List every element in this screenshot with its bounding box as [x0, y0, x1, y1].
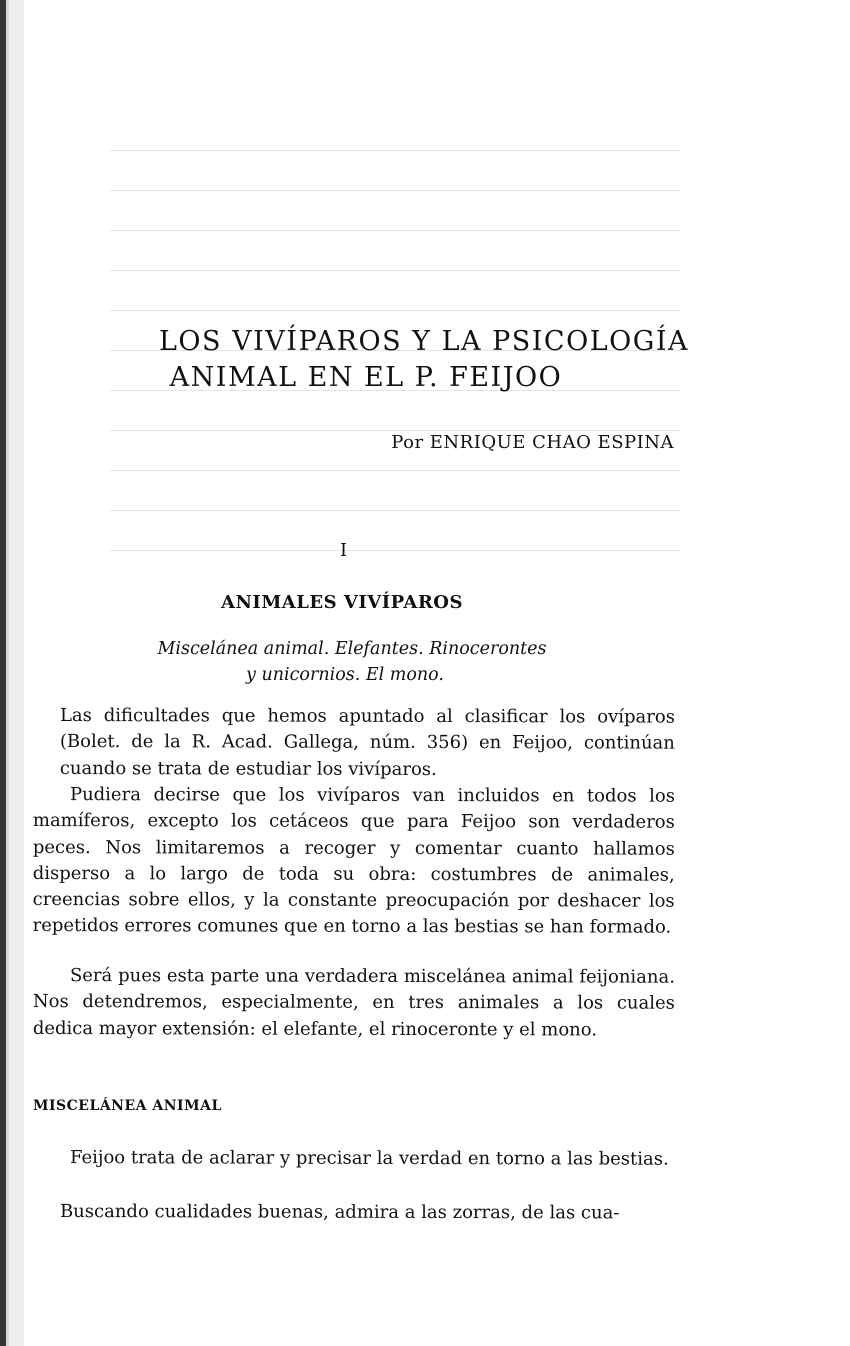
body-paragraph-2: Pudiera decirse que los vivíparos van incluidos en todos los mamíferos, excepto los cetáceos que para Feijoo son verdaderos peces. Nos limitaremos a recoger y comentar cuanto hallamos disperso a lo largo de toda su obra: costumbres de animales, creencias sobre ellos, y la constante preocupación por deshacer los repetidos errores comunes que en torno a las bestias se han formado.	[32, 784, 675, 939]
body-paragraph-1: Las dificultades que hemos apuntado al clasificar los ovíparos (Bolet. de la R. Acad. Gallega, núm. 356) en Feijoo, continúan cuando se trata de estudiar los vivíparos.	[59, 705, 675, 780]
body-paragraph-4: Feijoo trata de aclarar y precisar la verdad en torno a las bestias.	[69, 1147, 669, 1170]
body-paragraph-3: Será pues esta parte una verdadera miscelánea animal feijoniana. Nos detendremos, especialmente, en tres animales a los cuales dedica mayor extensión: el elefante, el rinoceronte y el mono.	[32, 965, 675, 1041]
section-number: I	[340, 540, 348, 561]
body-paragraph-5: Buscando cualidades buenas, admira a las zorras, de las cua-	[59, 1201, 620, 1224]
book-binding-edge	[0, 0, 24, 1346]
section-summary-line-1: Miscelánea animal. Elefantes. Rinocerontes	[157, 639, 547, 659]
author-byline: Por ENRIQUE CHAO ESPINA	[391, 432, 674, 453]
minor-section-heading: MISCELÁNEA ANIMAL	[33, 1098, 222, 1114]
article-title-line-1: LOS VIVÍPAROS Y LA PSICOLOGÍA	[158, 326, 690, 357]
section-title: ANIMALES VIVÍPAROS	[221, 592, 463, 613]
article-title-line-2: ANIMAL EN EL P. FEIJOO	[169, 362, 563, 393]
section-summary-line-2: y unicornios. El mono.	[246, 665, 444, 685]
